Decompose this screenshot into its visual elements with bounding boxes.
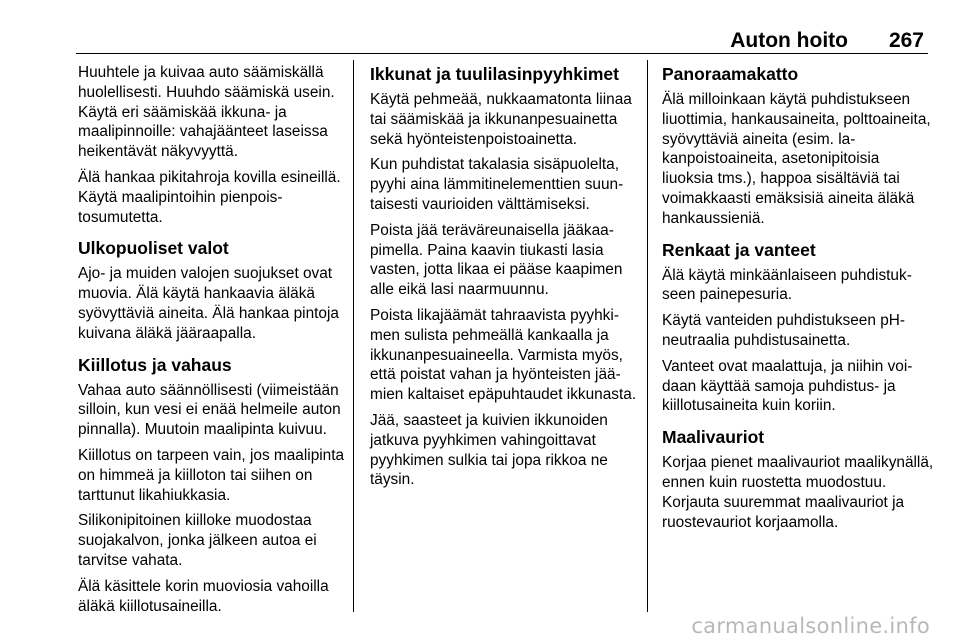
paragraph: Käytä vanteiden puhdistukseen pH-neutraalia puhdistusainetta. [662, 312, 905, 349]
paragraph: Jää, saasteet ja kuivien ikkunoiden jatkuva pyyhkimen vahingoittavat pyyhkimen sulkia tai jopa rikkoa ne täysin. [370, 411, 608, 489]
section-heading: Ulkopuoliset valot [78, 238, 229, 259]
paragraph: Silikonipitoinen kiilloke muodostaa suojakalvon, jonka jälkeen autoa ei tarvitse vahata. [78, 512, 317, 569]
paragraph: Vahaa auto säännöllisesti (viimeistään silloin, kun vesi ei enää helmeile auton pinnalla). Muutoin maalipinta kuivuu. [78, 381, 341, 439]
paragraph: Korjaa pienet maalivauriot maalikynällä, ennen kuin ruostetta muodostuu. Korjauta suuremmat maalivauriot ja ruostevauriot korjaamolla. [662, 454, 934, 531]
paragraph: Älä hankaa pikitahroja kovilla esineillä. Käytä maalipintoihin pienpoistosumutetta. [78, 168, 341, 226]
paragraph: Käytä pehmeää, nukkaamatonta liinaa tai säämiskää ja ikkunanpesuainetta sekä hyönteistenpoistoainetta. [370, 91, 632, 148]
paragraph: Vanteet ovat maalattuja, ja niihin voidaan käyttää samoja puhdistus- ja kiillotusaineita kuin koriin. [662, 357, 913, 415]
text-column-2 [370, 63, 642, 496]
paragraph: Huuhtele ja kuivaa auto säämiskällä huolellisesti. Huuhdo säämiskä usein. Käytä eri säämiskää ikkuna- ja maalipinnoille: vahajäänteet laseissa heikentävät näkyvyyttä. [78, 64, 335, 161]
column-divider [353, 60, 354, 612]
section-heading: Renkaat ja vanteet [662, 239, 816, 260]
watermark-text: carmanualsonline.info [691, 614, 930, 638]
section-heading: Kiillotus ja vahaus [78, 354, 232, 375]
paragraph: Kiillotus on tarpeen vain, jos maalipinta on himmeä ja kiilloton tai siihen on tarttunut likahiukkasia. [78, 446, 345, 504]
header-rule [76, 53, 928, 54]
column-divider [647, 60, 648, 612]
section-heading: Ikkunat ja tuulilasinpyyhkimet [370, 64, 619, 84]
paragraph: Älä käsittele korin muoviosia vahoilla äläkä kiillotusaineilla. [78, 577, 329, 615]
text-column-3 [662, 63, 934, 538]
paragraph: Älä käytä minkäänlaiseen puhdistukseen painepesuria. [662, 266, 912, 304]
paragraph: Poista likajäämät tahraavista pyyhkimen sulista pehmeällä kankaalla ja ikkunanpesuaineella. Varmista myös, että poistat vahan ja hyönteisten jäämien kaltaiset epäpuhtaudet ikkunasta. [370, 306, 637, 404]
paragraph: Älä milloinkaan käytä puhdistukseen liuottimia, hankausaineita, polttoaineita, syövyttäviä aineita (esim. lakanpoistoaineita, asetonipitoisia liuoksia tms.), happoa sisältäviä tai voimakkaasti emäksisiä aineita äläkä hankaussieniä. [662, 91, 931, 227]
section-title: Auton hoito [730, 29, 848, 52]
paragraph: Poista jää teräväreunaisella jääkaapimella. Paina kaavin tiukasti lasia vasten, jotta likaa ei pääse kaapimen alle eikä lasi naarmuunnu. [370, 221, 623, 299]
section-heading: Maalivauriot [662, 427, 765, 448]
section-heading: Panoraamakatto [662, 64, 799, 84]
paragraph: Kun puhdistat takalasia sisäpuolelta, pyyhi aina lämmitinelementtien suuntaisesti vaurioiden välttämiseksi. [370, 156, 624, 213]
page-header [0, 0, 960, 52]
page-number: 267 [888, 29, 924, 52]
text-column-1 [78, 63, 350, 622]
paragraph: Ajo- ja muiden valojen suojukset ovat muovia. Älä käytä hankaavia äläkä syövyttäviä aineita. Älä hankaa pintoja kuivana äläkä jääraapalla. [78, 265, 339, 342]
